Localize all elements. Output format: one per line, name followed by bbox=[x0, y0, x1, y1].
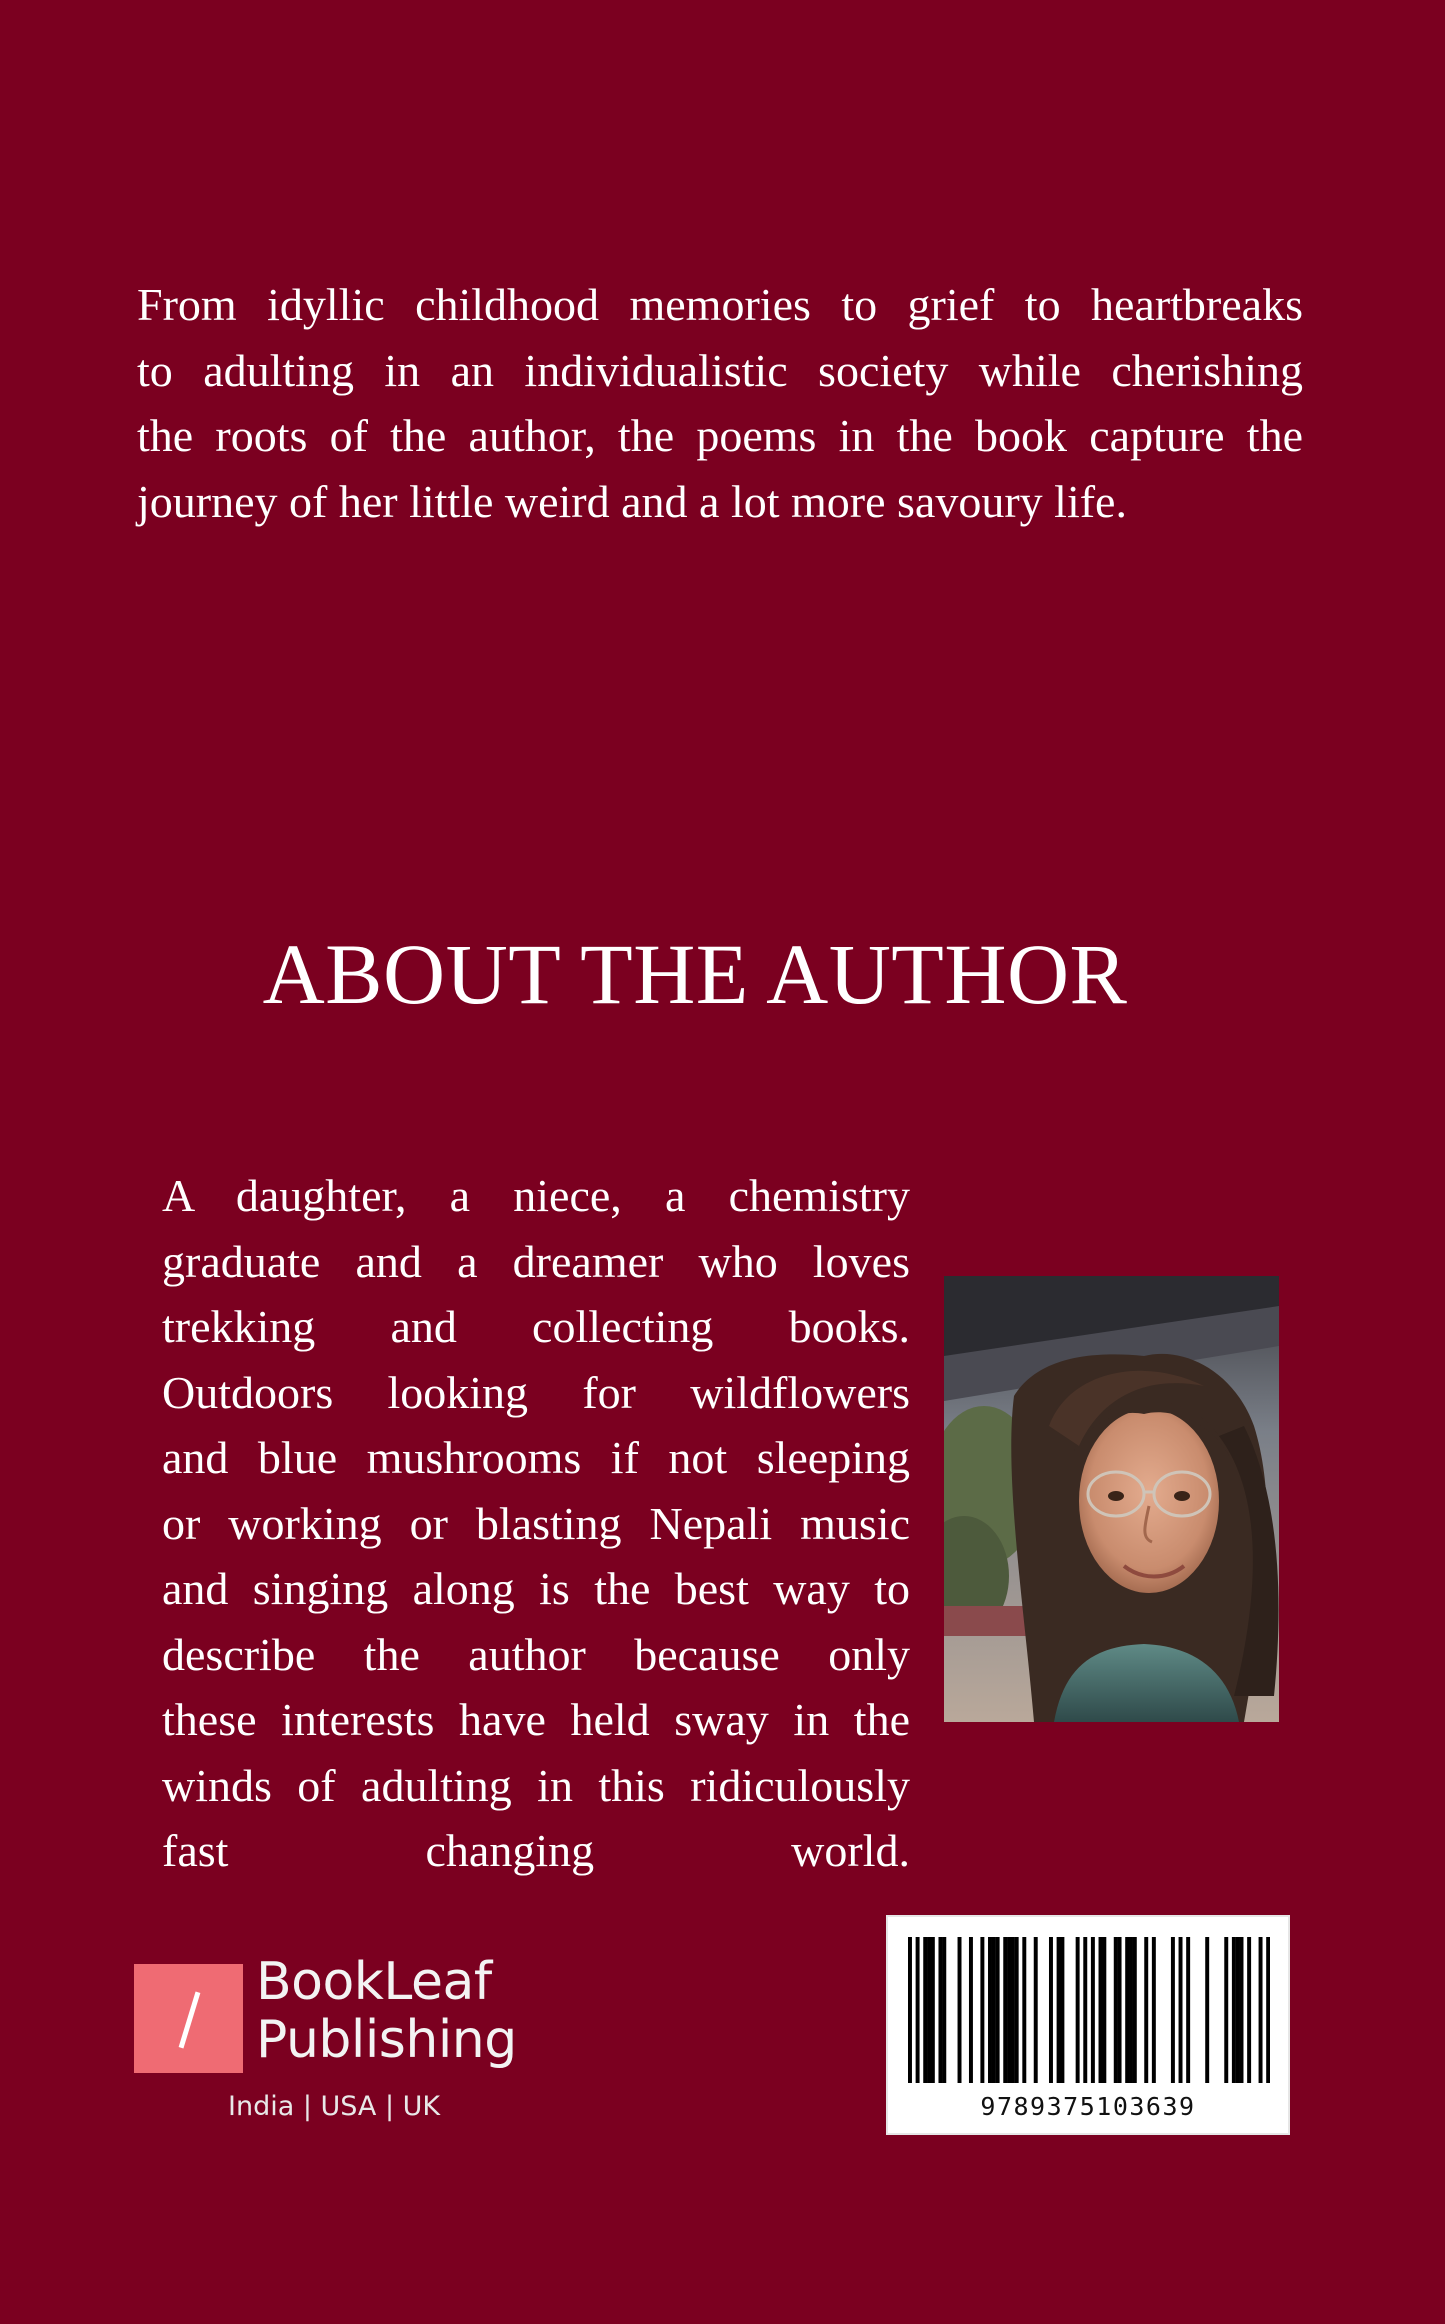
barcode-bar bbox=[931, 1937, 935, 2083]
barcode-bar bbox=[1007, 1937, 1011, 2083]
barcode-bar bbox=[1171, 1937, 1175, 2083]
barcode-bar bbox=[1205, 1937, 1209, 2083]
bio-line: winds of adulting in this ridiculously bbox=[162, 1759, 910, 1811]
bio-line: A daughter, a niece, a chemistry bbox=[162, 1170, 910, 1221]
barcode-bar bbox=[927, 1937, 931, 2083]
bio-line: these interests have held sway in the bbox=[162, 1694, 910, 1745]
barcode-bar bbox=[1102, 1937, 1106, 2083]
barcode-bar bbox=[1091, 1937, 1095, 2083]
barcode-bar bbox=[1015, 1937, 1019, 2083]
barcode-bar bbox=[980, 1937, 984, 2083]
barcode-bar bbox=[1133, 1937, 1137, 2083]
bio-line: describe the author because only bbox=[162, 1628, 910, 1680]
blurb-line: the roots of the author, the poems in the book capture the bbox=[137, 410, 1303, 461]
back-cover-blurb bbox=[137, 272, 1303, 534]
barcode-bar bbox=[958, 1937, 962, 2083]
barcode-bar bbox=[938, 1937, 942, 2083]
barcode-digits: 9789375103639 bbox=[980, 2092, 1196, 2121]
bio-line: graduate and a dreamer who loves bbox=[162, 1235, 910, 1287]
barcode-bar bbox=[1076, 1937, 1080, 2083]
barcode-bar bbox=[996, 1937, 1000, 2083]
barcode-bar bbox=[1114, 1937, 1118, 2083]
publisher-name-line1: BookLeaf bbox=[256, 1952, 492, 2012]
bio-line: fast changing world. bbox=[162, 1825, 910, 1876]
blurb-line: From idyllic childhood memories to grief to heartbreaks bbox=[137, 279, 1303, 330]
bio-line: and singing along is the best way to bbox=[162, 1563, 910, 1614]
barcode-bar bbox=[1144, 1937, 1148, 2083]
barcode-bar bbox=[1247, 1937, 1251, 2083]
blurb-line: to adulting in an individualistic society while cherishing bbox=[137, 344, 1303, 396]
barcode-bar bbox=[1266, 1937, 1270, 2083]
barcode-bar bbox=[969, 1937, 973, 2083]
barcode-bar bbox=[1232, 1937, 1236, 2083]
barcode-bar bbox=[942, 1937, 946, 2083]
barcode-bar bbox=[988, 1937, 992, 2083]
publisher-logo bbox=[134, 1952, 554, 2131]
barcode-bar bbox=[1118, 1937, 1122, 2083]
barcode-bar bbox=[1022, 1937, 1026, 2083]
author-photo bbox=[944, 1276, 1279, 1722]
barcode-bar bbox=[1152, 1937, 1156, 2083]
barcode-bar bbox=[1125, 1937, 1129, 2083]
isbn-barcode bbox=[886, 1915, 1290, 2135]
barcode-bar bbox=[1011, 1937, 1015, 2083]
barcode-bar bbox=[1240, 1937, 1244, 2083]
publisher-name bbox=[256, 1953, 517, 2069]
barcode-bar bbox=[1049, 1937, 1053, 2083]
bio-line: and blue mushrooms if not sleeping bbox=[162, 1432, 910, 1483]
bio-line: or working or blasting Nepali music bbox=[162, 1497, 910, 1549]
barcode-bar bbox=[1179, 1937, 1183, 2083]
barcode-bar bbox=[1034, 1937, 1038, 2083]
barcode-bar bbox=[1224, 1937, 1228, 2083]
bookleaf-mark-icon bbox=[134, 1964, 243, 2073]
barcode-bar bbox=[992, 1937, 996, 2083]
barcode-bar bbox=[1236, 1937, 1240, 2083]
barcode-bar bbox=[1186, 1937, 1190, 2083]
barcode-bars bbox=[908, 1937, 1270, 2083]
bio-line: trekking and collecting books. bbox=[162, 1301, 910, 1352]
barcode-bar bbox=[923, 1937, 927, 2083]
barcode-bar bbox=[1099, 1937, 1103, 2083]
barcode-bar bbox=[908, 1937, 912, 2083]
barcode-bar bbox=[916, 1937, 920, 2083]
author-bio bbox=[162, 1163, 910, 1884]
publisher-regions: India | USA | UK bbox=[228, 2091, 441, 2122]
barcode-bar bbox=[1003, 1937, 1007, 2083]
barcode-bar bbox=[1057, 1937, 1061, 2083]
barcode-bar bbox=[1083, 1937, 1087, 2083]
bio-line: Outdoors looking for wildflowers bbox=[162, 1366, 910, 1418]
about-the-author-heading: ABOUT THE AUTHOR bbox=[262, 926, 1128, 1022]
blurb-line: journey of her little weird and a lot more savoury life. bbox=[137, 475, 1127, 527]
publisher-name-line2: Publishing bbox=[256, 2010, 517, 2070]
barcode-bar bbox=[1060, 1937, 1064, 2083]
barcode-bar bbox=[1259, 1937, 1263, 2083]
barcode-bar bbox=[1129, 1937, 1133, 2083]
